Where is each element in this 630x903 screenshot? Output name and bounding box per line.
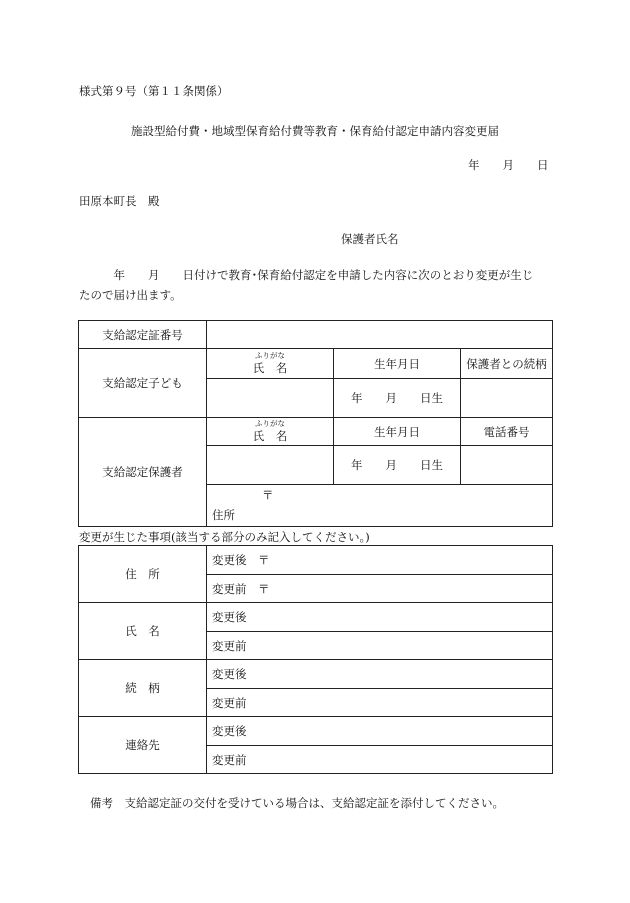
cert-no-label: 支給認定証番号 [79,321,207,349]
form-title: 施設型給付費・地域型保育給付費等教育・保育給付認定申請内容変更届 [131,124,499,138]
change-name-after[interactable]: 変更後 [207,603,553,632]
date-line: 年 月 日 [468,158,549,172]
change-address-after[interactable]: 変更後 〒 [207,546,553,575]
addressee: 田原本町長 殿 [79,194,160,208]
postal-mark: 〒 [262,488,274,502]
change-contact-label: 連絡先 [79,717,207,774]
address-label: 住所 [212,508,235,522]
address-field[interactable] [207,485,553,527]
relation-field[interactable] [461,379,553,418]
child-dob-field[interactable]: 年 月 日生 [334,379,461,418]
change-relation-after[interactable]: 変更後 [207,660,553,689]
change-address-label: 住 所 [79,546,207,603]
cert-no-field[interactable] [207,321,553,349]
intro-line-2: たので届け出ます。 [79,288,182,302]
child-name-header [207,349,334,379]
change-contact-before[interactable]: 変更前 [207,746,553,774]
name-label: 氏 名 [252,361,288,375]
name-label: 氏 名 [252,429,288,443]
change-contact-after[interactable]: 変更後 [207,717,553,746]
phone-header: 電話番号 [461,418,553,446]
change-name-label: 氏 名 [79,603,207,660]
guardian-name-field[interactable] [207,446,334,485]
guardian-name-label: 保護者氏名 [341,232,399,246]
form-number: 様式第９号（第１１条関係） [79,84,229,98]
relation-header: 保護者との続柄 [461,349,553,379]
guardian-dob-field[interactable]: 年 月 日生 [334,446,461,485]
changes-caption: 変更が生じた事項(該当する部分のみ記入してください。) [79,530,370,544]
change-relation-label: 続 柄 [79,660,207,717]
applicant-table [78,320,553,527]
child-label: 支給認定子ども [79,349,207,418]
change-name-before[interactable]: 変更前 [207,632,553,660]
guardian-label: 支給認定保護者 [79,418,207,527]
phone-field[interactable] [461,446,553,485]
change-relation-before[interactable]: 変更前 [207,689,553,717]
furigana-label: ふりがな [255,419,285,428]
child-dob-header: 生年月日 [334,349,461,379]
note: 備考 支給認定証の交付を受けている場合は、支給認定証を添付してください。 [90,796,504,810]
furigana-label: ふりがな [255,351,285,360]
intro-line-1: 年 月 日付けで教育･保育給付認定を申請した内容に次のとおり変更が生じ [79,268,534,282]
guardian-name-header [207,418,334,446]
change-address-before[interactable]: 変更前 〒 [207,575,553,603]
changes-table [78,545,553,774]
child-name-field[interactable] [207,379,334,418]
guardian-dob-header: 生年月日 [334,418,461,446]
